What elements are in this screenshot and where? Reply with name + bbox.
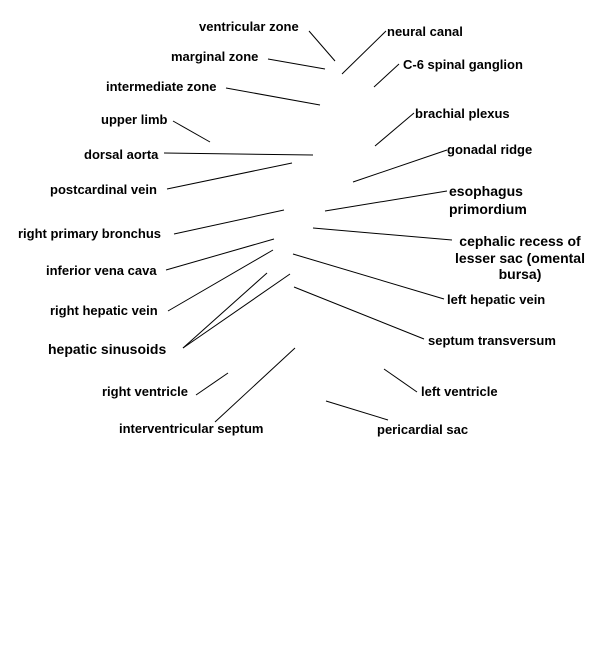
leader-esophagus-primordium <box>325 191 447 211</box>
label-gonadal-ridge: gonadal ridge <box>447 142 533 157</box>
leader-dorsal-aorta <box>164 153 313 155</box>
leader-brachial-plexus <box>375 113 414 146</box>
leader-hepatic-sinusoids-a <box>183 273 267 348</box>
label-dorsal-aorta: dorsal aorta <box>84 147 159 162</box>
label-c6-spinal-ganglion: C-6 spinal ganglion <box>403 57 523 72</box>
leader-marginal-zone <box>268 59 325 69</box>
label-marginal-zone: marginal zone <box>171 49 259 64</box>
label-ventricular-zone: ventricular zone <box>199 19 299 34</box>
leader-right-ventricle <box>196 373 228 395</box>
leader-right-hepatic-vein <box>168 250 273 311</box>
leader-left-hepatic-vein <box>293 254 444 299</box>
label-primordium: primordium <box>449 201 527 217</box>
label-septum-transversum: septum transversum <box>428 333 556 348</box>
leader-inferior-vena-cava <box>166 239 274 270</box>
label-esophagus: esophagus <box>449 183 523 199</box>
leader-ventricular-zone <box>309 31 335 61</box>
label-pericardial-sac: pericardial sac <box>377 422 469 437</box>
leader-left-ventricle <box>384 369 417 392</box>
label-hepatic-sinusoids: hepatic sinusoids <box>48 341 167 357</box>
leader-hepatic-sinusoids-b <box>183 274 290 348</box>
label-upper-limb: upper limb <box>101 112 168 127</box>
leader-intermediate-zone <box>226 88 320 105</box>
label-neural-canal: neural canal <box>387 24 463 39</box>
label-right-primary-bronchus: right primary bronchus <box>18 226 162 241</box>
label-cephalic-recess-line3: bursa) <box>498 266 542 282</box>
label-left-hepatic-vein: left hepatic vein <box>447 292 546 307</box>
label-cephalic-recess-line1: cephalic recess of <box>459 233 581 249</box>
leader-c6-spinal-ganglion <box>374 64 399 87</box>
leader-upper-limb <box>173 121 210 142</box>
label-right-ventricle: right ventricle <box>102 384 188 399</box>
leader-septum-transversum <box>294 287 424 339</box>
label-intermediate-zone: intermediate zone <box>106 79 217 94</box>
leader-right-primary-bronchus <box>174 210 284 234</box>
label-cephalic-recess-line2: lesser sac (omental <box>455 250 585 266</box>
label-inferior-vena-cava: inferior vena cava <box>46 263 157 278</box>
label-postcardinal-vein: postcardinal vein <box>50 182 157 197</box>
label-interventricular-septum: interventricular septum <box>119 421 264 436</box>
leader-interventricular-septum <box>215 348 295 422</box>
label-right-hepatic-vein: right hepatic vein <box>50 303 158 318</box>
label-brachial-plexus: brachial plexus <box>415 106 510 121</box>
leader-gonadal-ridge <box>353 150 447 182</box>
leader-postcardinal-vein <box>167 163 292 189</box>
leader-neural-canal <box>342 31 386 74</box>
leader-cephalic-recess <box>313 228 452 240</box>
leader-pericardial-sac <box>326 401 388 420</box>
label-left-ventricle: left ventricle <box>421 384 498 399</box>
